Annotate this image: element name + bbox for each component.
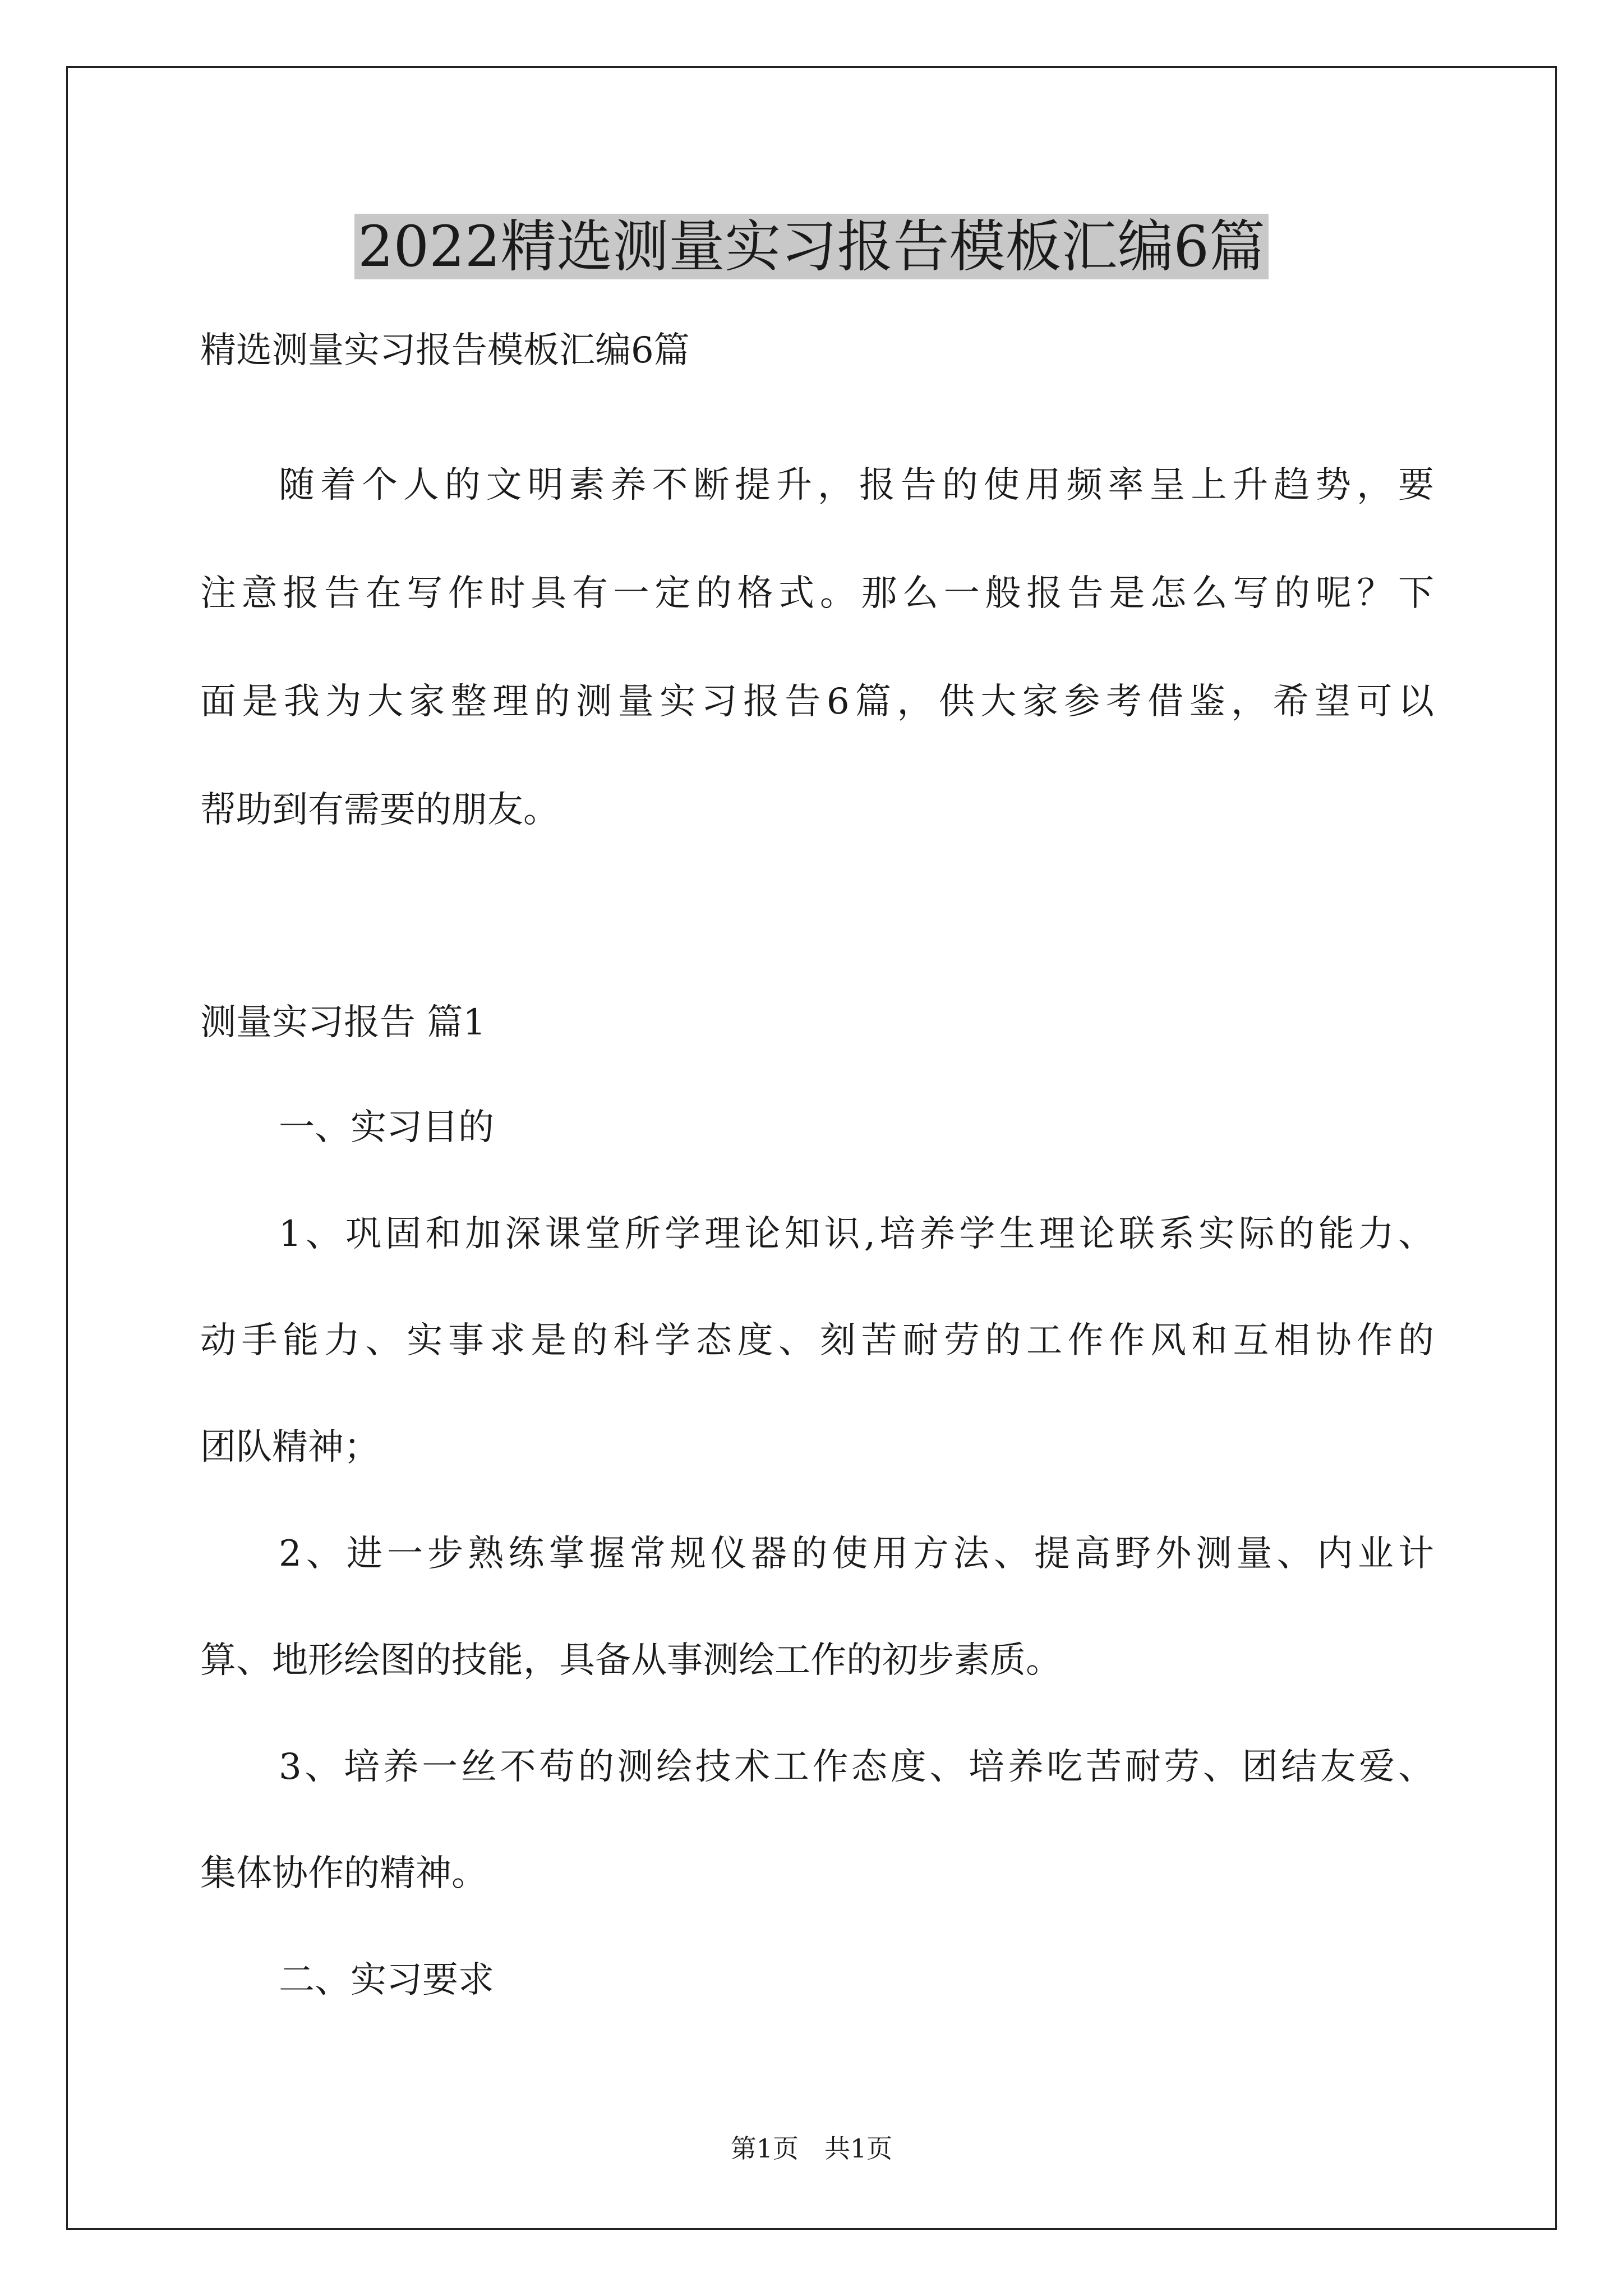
item-1-line-1: 1、巩固和加深课堂所学理论知识,培养学生理论联系实际的能力、 xyxy=(279,1213,1434,1255)
document-subtitle: 精选测量实习报告模板汇编6篇 xyxy=(200,330,690,371)
intro-line-2: 注意报告在写作时具有一定的格式。那么一般报告是怎么写的呢？下 xyxy=(200,573,1434,614)
heading-purpose: 一、实习目的 xyxy=(279,1107,494,1148)
item-2-line-2: 算、地形绘图的技能，具备从事测绘工作的初步素质。 xyxy=(200,1640,1062,1681)
section-heading: 测量实习报告 篇1 xyxy=(200,1002,486,1043)
intro-line-4: 帮助到有需要的朋友。 xyxy=(200,789,559,831)
item-1-line-3: 团队精神； xyxy=(200,1427,380,1468)
item-2-line-1: 2、进一步熟练掌握常规仪器的使用方法、提高野外测量、内业计 xyxy=(279,1533,1434,1575)
item-3-line-2: 集体协作的精神。 xyxy=(200,1853,487,1894)
item-1-line-2: 动手能力、实事求是的科学态度、刻苦耐劳的工作作风和互相协作的 xyxy=(200,1320,1434,1361)
intro-line-1: 随着个人的文明素养不断提升，报告的使用频率呈上升趋势，要 xyxy=(279,464,1434,506)
item-3-line-1: 3、培养一丝不苟的测绘技术工作态度、培养吃苦耐劳、团结友爱、 xyxy=(279,1746,1434,1788)
document-title xyxy=(0,208,1623,286)
heading-requirements: 二、实习要求 xyxy=(279,1959,494,2001)
document-title-text: 2022精选测量实习报告模板汇编6篇 xyxy=(354,214,1269,279)
page-footer: 第1页 共1页 xyxy=(730,2133,893,2164)
intro-line-3: 面是我为大家整理的测量实习报告6篇，供大家参考借鉴，希望可以 xyxy=(200,681,1434,723)
